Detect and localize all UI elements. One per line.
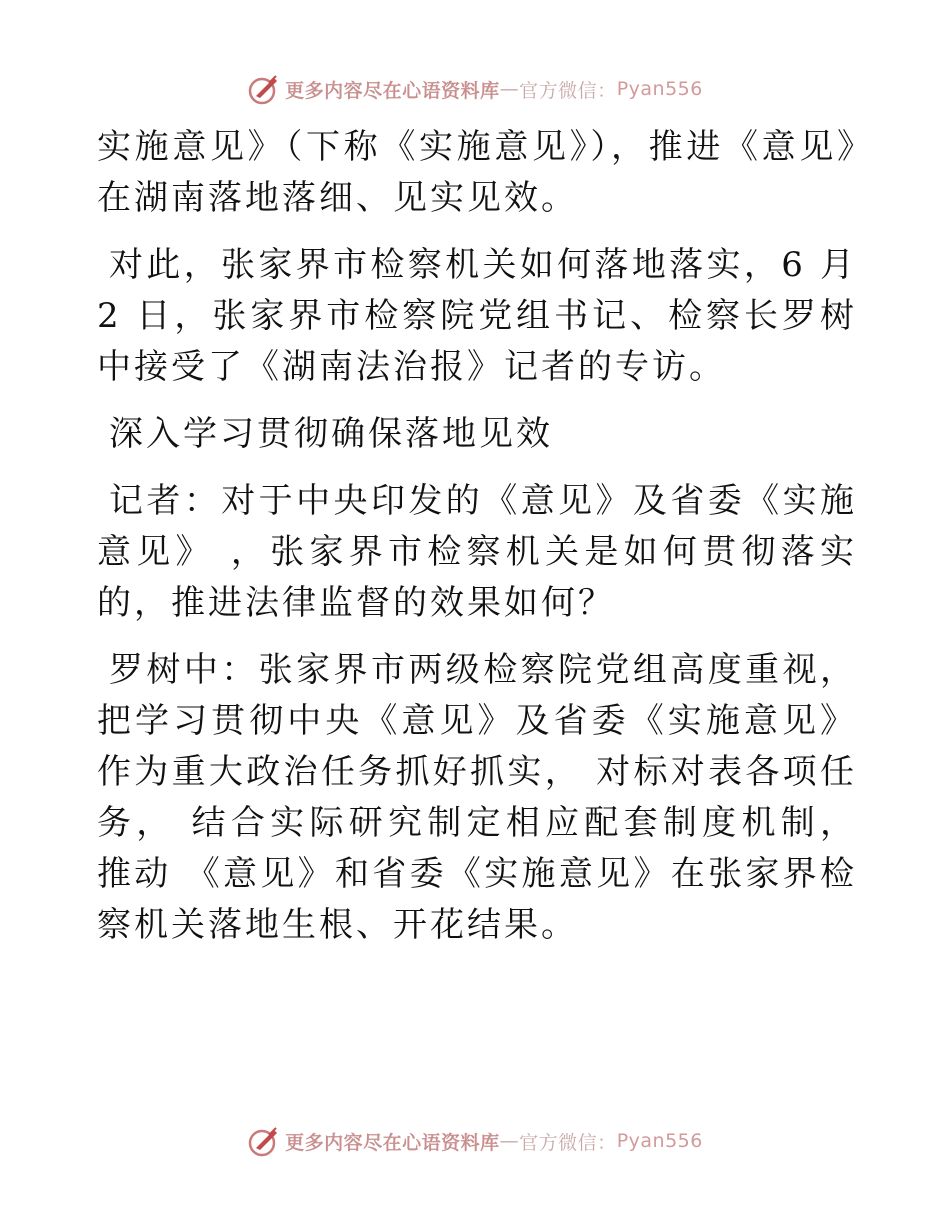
watermark-separator: — — [499, 78, 520, 100]
watermark-title: 更多内容尽在心语资料库 — [285, 79, 500, 102]
paragraph-answer: 罗树中：张家界市两级检察院党组高度重视，把学习贯彻中央《意见》及省委《实施意见》作为重大政治任务抓好抓实， 对标对表各项任务， 结合实际研究制定相应配套制度机制， 推动 《意见》和省委《实施意见》在张家界检察机关落地生根、开花结果。 — [97, 650, 857, 945]
watermark-wechat-label: 官方微信： — [519, 79, 617, 102]
watermark-wechat-id: Pyan556 — [616, 78, 703, 100]
paragraph-continuation: 实施意见》（下称《实施意见》），推进《意见》在湖南落地落细、见实见效。 — [97, 127, 857, 218]
section-heading: 深入学习贯彻确保落地见效 — [109, 414, 553, 454]
paragraph-interview-intro: 对此，张家界市检察机关如何落地落实，6 月 2 日，张家界市检察院党组书记、检察长罗树中接受了《湖南法治报》记者的专访。 — [97, 245, 857, 387]
quill-seal-icon — [247, 1124, 281, 1158]
document-body — [97, 122, 857, 967]
footer-watermark — [0, 1124, 950, 1158]
quill-seal-icon — [247, 72, 281, 106]
watermark-wechat-label: 官方微信： — [519, 1131, 617, 1154]
watermark-wechat-id: Pyan556 — [616, 1130, 703, 1152]
watermark-title: 更多内容尽在心语资料库 — [285, 1131, 500, 1154]
header-watermark — [0, 72, 950, 106]
watermark-separator: — — [499, 1130, 520, 1152]
paragraph-reporter-question: 记者：对于中央印发的《意见》及省委《实施意见》 ，张家界市检察机关是如何贯彻落实的，推进法律监督的效果如何？ — [97, 481, 857, 623]
